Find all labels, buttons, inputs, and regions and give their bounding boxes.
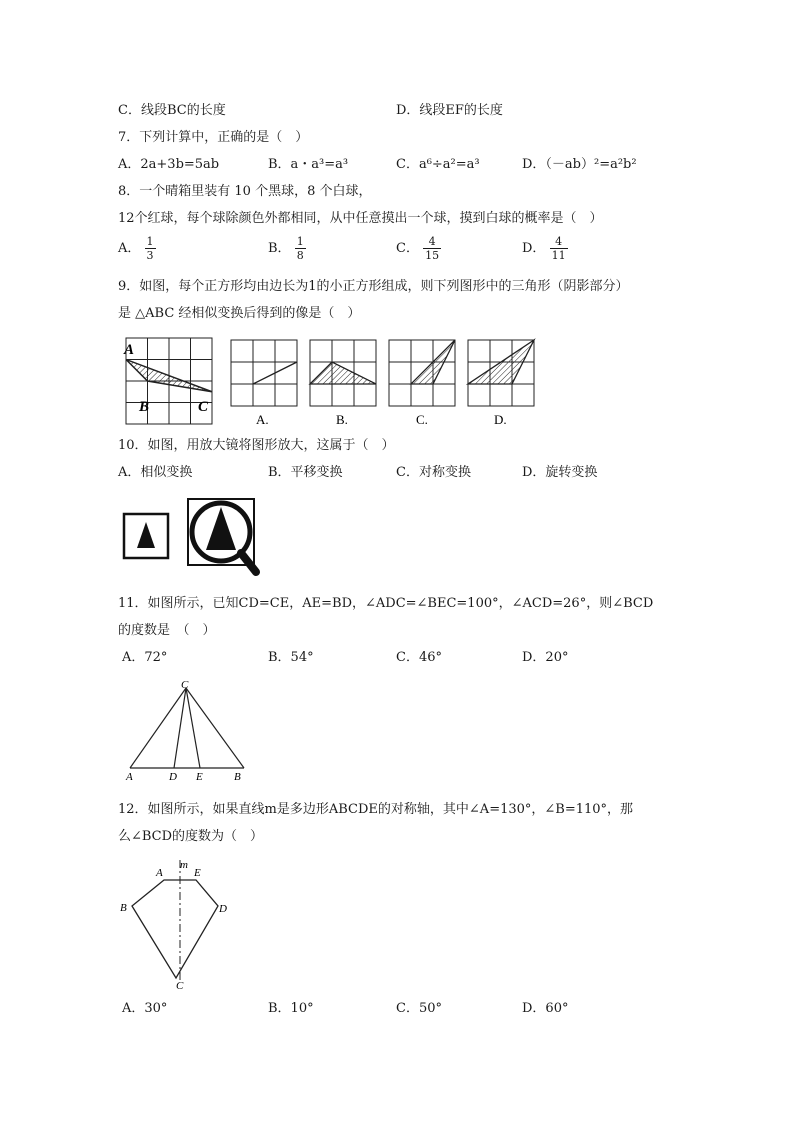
q7-option-d: D．（－ab）²=a²b²	[522, 157, 637, 172]
q9-label-b: B	[139, 399, 150, 415]
polygon-abcde	[132, 880, 218, 978]
q11-label-c: C	[181, 679, 189, 691]
q12-label-a: A	[156, 867, 163, 879]
fraction-denominator: 8	[296, 249, 304, 262]
q6-option-c: C．线段BC的长度	[118, 103, 226, 118]
q8-option-d	[522, 235, 568, 262]
q10-option-d: D．旋转变换	[522, 465, 598, 480]
q7-option-c: C．a⁶÷a²=a³	[396, 157, 480, 172]
q12-option-b: B．10°	[268, 1001, 314, 1016]
q10-stem: 10．如图，用放大镜将图形放大，这属于（ ）	[118, 438, 395, 453]
q11-option-a: A．72°	[122, 650, 168, 665]
q11-stem-line2: 的度数是 （ ）	[118, 623, 216, 638]
q8-stem-line2: 12个红球，每个球除颜色外都相同，从中任意摸出一个球，摸到白球的概率是（ ）	[118, 211, 603, 226]
q11-option-b: B．54°	[268, 650, 314, 665]
q12-label-c: C	[176, 980, 184, 990]
q12-option-a: A．30°	[122, 1001, 168, 1016]
q9-option-c-figure	[389, 340, 455, 406]
q9-option-d-figure	[468, 340, 534, 406]
q12-polygon-figure	[118, 856, 248, 990]
fraction-numerator: 1	[296, 235, 304, 248]
fraction-denominator: 15	[425, 249, 440, 262]
q12-option-d: D．60°	[522, 1001, 569, 1016]
q8-option-a-fraction	[145, 235, 156, 262]
fraction-numerator: 1	[146, 235, 154, 248]
q11-label-e: E	[196, 771, 203, 783]
q11-stem-line1: 11．如图所示，已知CD=CE，AE=BD，∠ADC=∠BEC=100°，∠ACD=26°，则∠BCD	[118, 596, 654, 611]
q9-figure	[118, 332, 548, 428]
q9-stem-line2: 是 △ABC 经相似变换后得到的像是（ ）	[118, 306, 361, 321]
q8-option-b-letter: B．	[268, 241, 291, 256]
q12-label-e: E	[194, 867, 201, 879]
segment-ce	[186, 688, 200, 768]
segment-ca	[130, 688, 186, 768]
q7-option-a: A．2a+3b=5ab	[118, 157, 220, 172]
q9-label-a: A	[124, 342, 135, 358]
q10-option-b: B．平移变换	[268, 465, 343, 480]
q9-option-b-label: B.	[336, 412, 348, 427]
q8-option-c-letter: C．	[396, 241, 419, 256]
q6-option-d: D．线段EF的长度	[396, 103, 503, 118]
q12-label-d: D	[219, 903, 227, 915]
q8-stem-line1: 8．一个晴箱里装有 10 个黑球，8 个白球，	[118, 184, 372, 199]
q11-label-a: A	[126, 771, 133, 783]
fraction-denominator: 11	[551, 249, 566, 262]
q11-option-c: C．46°	[396, 650, 442, 665]
q8-option-d-fraction	[550, 235, 568, 262]
q8-option-a	[118, 235, 156, 262]
segment-cb	[186, 688, 244, 768]
q11-option-d: D．20°	[522, 650, 569, 665]
segment-cd	[174, 688, 186, 768]
q10-option-c: C．对称变换	[396, 465, 471, 480]
q9-option-b-figure	[310, 340, 376, 406]
q12-stem-line2: 么∠BCD的度数为（ ）	[118, 829, 264, 844]
q8-option-a-letter: A．	[118, 241, 141, 256]
q10-magnifier-figure	[118, 494, 268, 578]
q12-stem-line1: 12．如图所示，如果直线m是多边形ABCDE的对称轴，其中∠A=130°，∠B=110°，那	[118, 802, 634, 817]
q9-stem-line1: 9．如图，每个正方形均由边长为1的小正方形组成，则下列图形中的三角形（阴影部分）	[118, 279, 629, 294]
q11-label-b: B	[234, 771, 241, 783]
q9-option-a-figure	[231, 340, 297, 406]
q12-label-m: m	[180, 859, 188, 871]
q9-option-c-label: C.	[416, 412, 428, 427]
q9-option-a-label: A.	[256, 412, 269, 427]
q9-label-c: C	[198, 399, 209, 415]
q12-option-c: C．50°	[396, 1001, 442, 1016]
q11-triangle-figure	[118, 678, 258, 786]
q10-option-a: A．相似变换	[118, 465, 193, 480]
q8-option-c	[396, 235, 441, 262]
q8-option-b	[268, 235, 306, 262]
fraction-numerator: 4	[550, 235, 568, 249]
q7-option-b: B．a・a³=a³	[268, 157, 349, 172]
q9-option-d-label: D.	[494, 412, 507, 427]
q12-label-b: B	[120, 902, 127, 914]
q8-option-c-fraction	[423, 235, 441, 262]
q8-option-b-fraction	[295, 235, 306, 262]
q7-stem: 7．下列计算中，正确的是（ ）	[118, 130, 309, 145]
fraction-numerator: 4	[423, 235, 441, 249]
q11-label-d: D	[169, 771, 177, 783]
fraction-denominator: 3	[146, 249, 154, 262]
q8-option-d-letter: D．	[522, 241, 546, 256]
